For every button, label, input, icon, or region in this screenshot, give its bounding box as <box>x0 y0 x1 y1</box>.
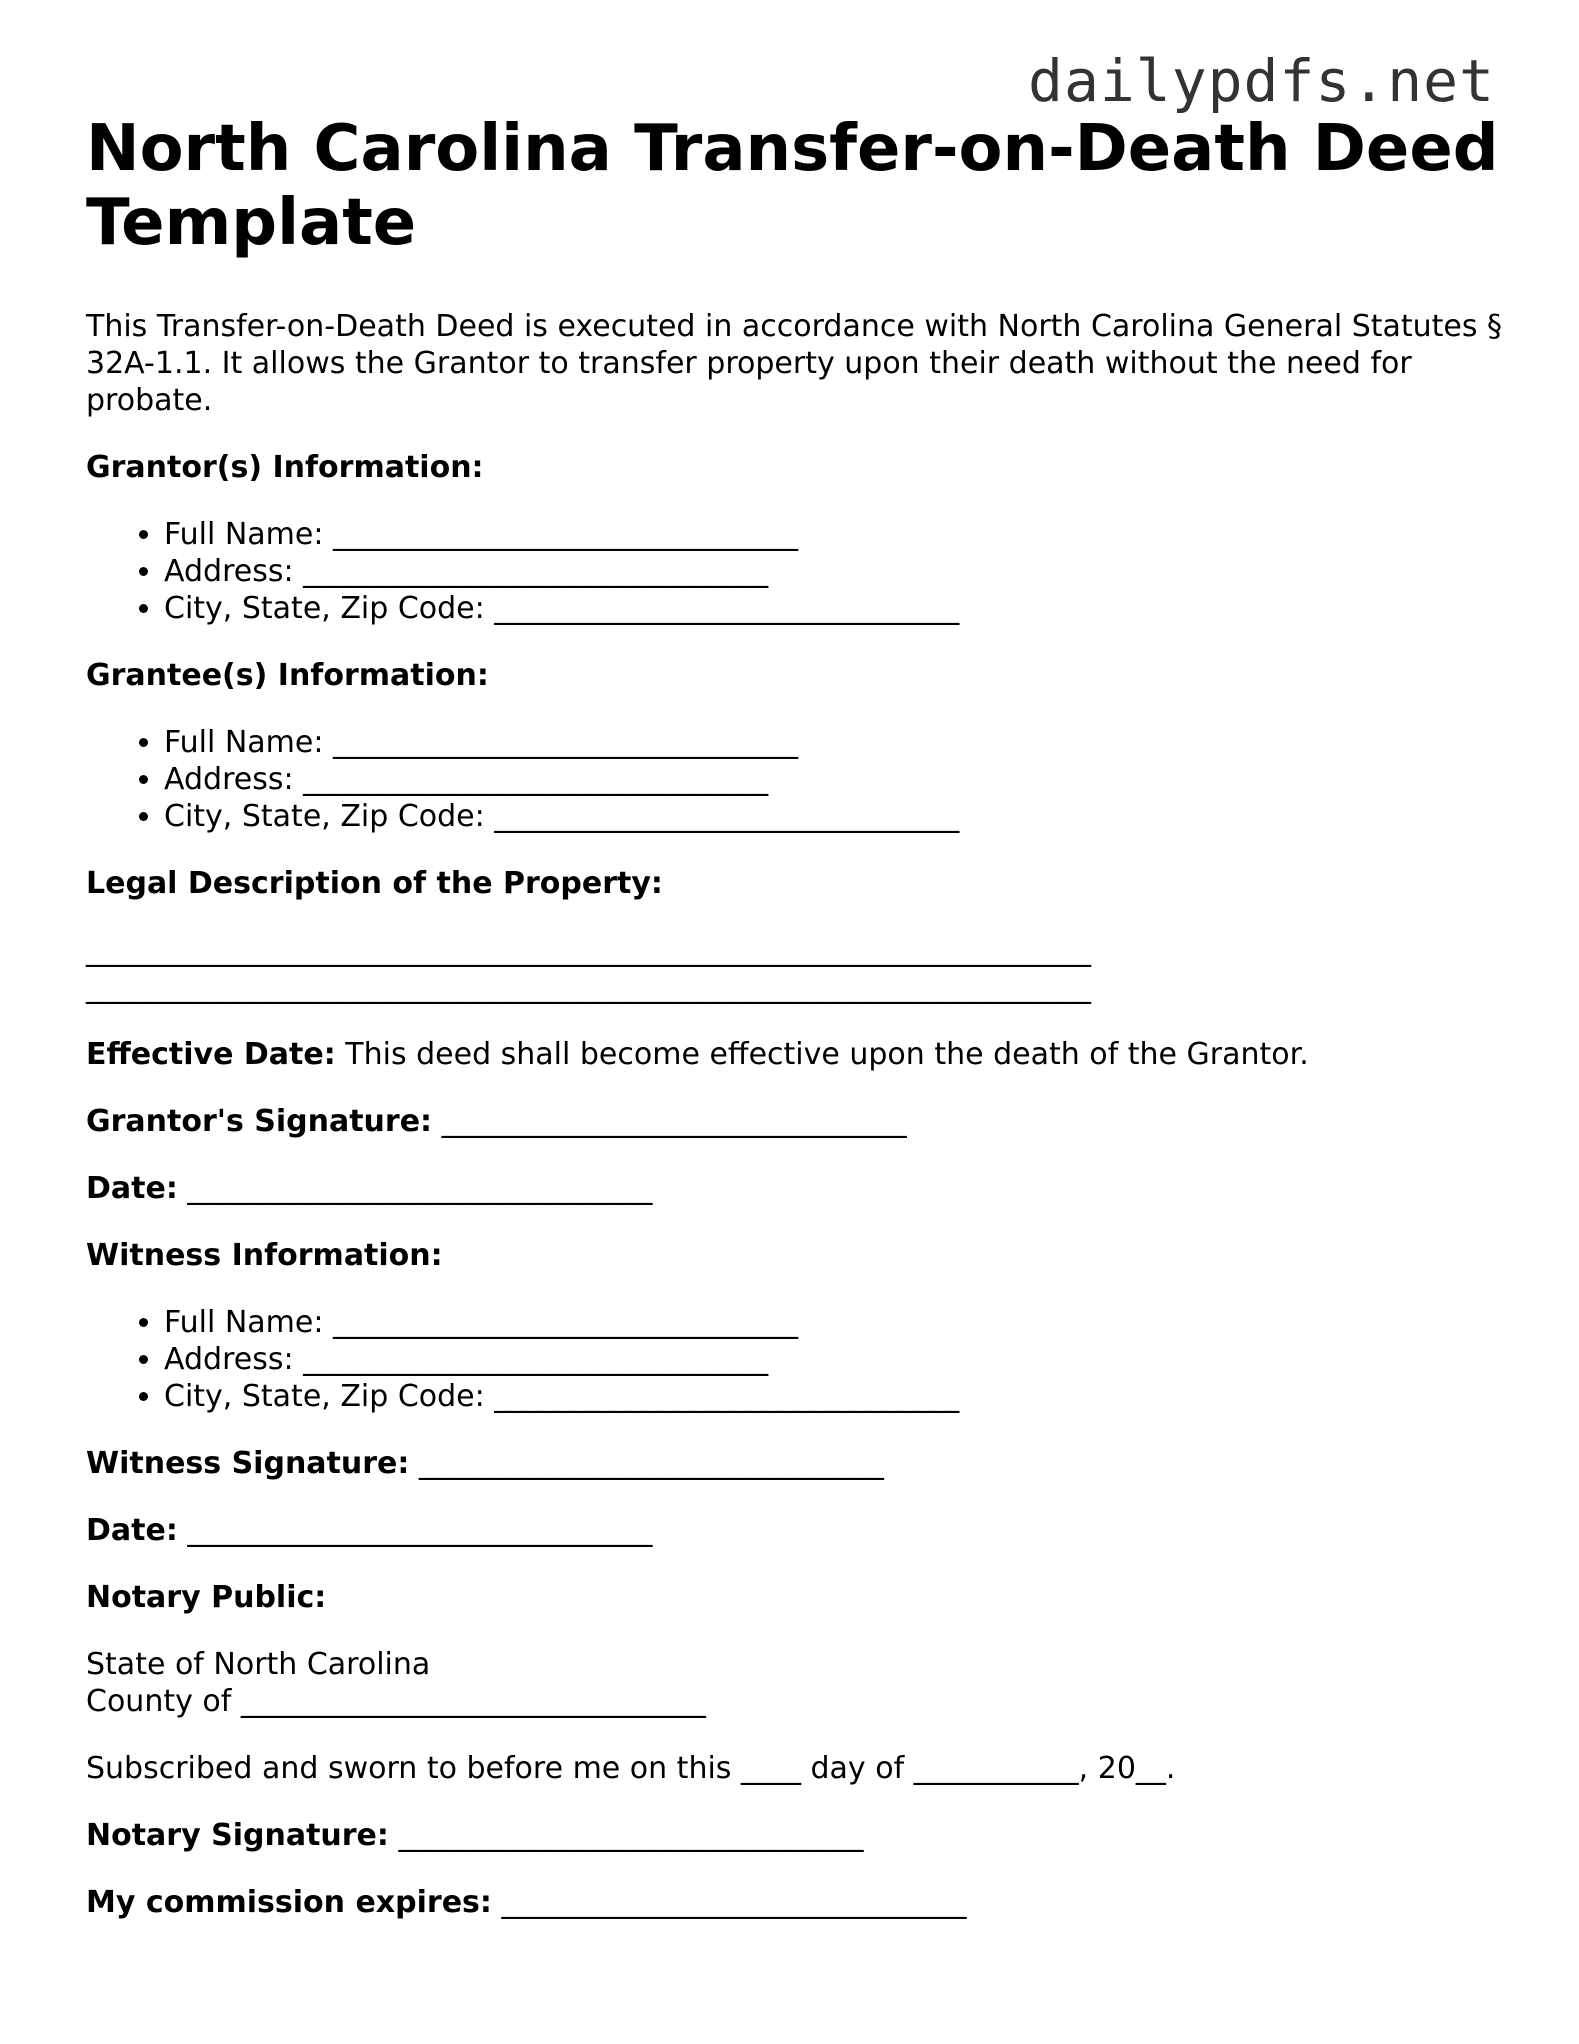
witness-date-line <box>86 1512 1506 1549</box>
grantee-address-field[interactable]: • Address: _______________________________ <box>164 761 1506 798</box>
legal-description-heading: Legal Description of the Property: <box>86 866 663 901</box>
witness-signature-line <box>86 1445 1506 1482</box>
witness-address-field[interactable]: • Address: _______________________________ <box>164 1341 1506 1378</box>
notary-signature-line <box>86 1817 1506 1854</box>
grantor-list <box>86 516 1506 627</box>
witness-list <box>86 1304 1506 1415</box>
grantor-signature-label: Grantor's Signature: <box>86 1104 433 1139</box>
effective-date-label: Effective Date: <box>86 1037 336 1072</box>
grantor-heading: Grantor(s) Information: <box>86 450 484 485</box>
effective-date-line <box>86 1036 1506 1073</box>
grantee-heading: Grantee(s) Information: <box>86 658 489 693</box>
notary-signature-label: Notary Signature: <box>86 1818 389 1853</box>
grantor-date-label: Date: <box>86 1171 178 1206</box>
commission-expires-line <box>86 1884 1506 1921</box>
witness-signature-blank[interactable]: _______________________________ <box>409 1446 884 1481</box>
effective-date-text: This deed shall become effective upon the death of the Grantor. <box>335 1037 1309 1072</box>
notary-venue <box>86 1646 1506 1720</box>
intro-paragraph: This Transfer-on-Death Deed is executed in accordance with North Carolina General Statutes § 32A-1.1. It allows the Grantor to transfer property upon their death without the need for probate. <box>86 309 1503 418</box>
grantor-full-name-field[interactable]: • Full Name: _______________________________ <box>164 516 1506 553</box>
witness-date-label: Date: <box>86 1513 178 1548</box>
grantor-date-line <box>86 1170 1506 1207</box>
witness-city-state-zip-field[interactable]: • City, State, Zip Code: _______________________________ <box>164 1378 1506 1415</box>
witness-date-blank[interactable]: _______________________________ <box>177 1513 653 1548</box>
document-page <box>86 112 1506 1951</box>
commission-expires-blank[interactable]: _______________________________ <box>491 1885 967 1920</box>
page-title: North Carolina Transfer-on-Death Deed Template <box>86 112 1499 260</box>
notary-heading: Notary Public: <box>86 1580 327 1615</box>
notary-sworn-line[interactable]: Subscribed and sworn to before me on this ____ day of ___________, 20__. <box>86 1751 1176 1786</box>
watermark: dailypdfs.net <box>1028 47 1495 115</box>
witness-full-name-field[interactable]: • Full Name: _______________________________ <box>164 1304 1506 1341</box>
grantor-signature-blank[interactable]: _______________________________ <box>432 1104 907 1139</box>
grantee-list <box>86 724 1506 835</box>
commission-expires-label: My commission expires: <box>86 1885 492 1920</box>
witness-signature-label: Witness Signature: <box>86 1446 410 1481</box>
witness-heading: Witness Information: <box>86 1238 443 1273</box>
grantor-date-blank[interactable]: _______________________________ <box>177 1171 653 1206</box>
grantor-address-field[interactable]: • Address: _______________________________ <box>164 553 1506 590</box>
legal-description-line-2[interactable]: ___________________________________________________________________ <box>86 970 1091 1005</box>
grantor-city-state-zip-field[interactable]: • City, State, Zip Code: _______________________________ <box>164 590 1506 627</box>
grantee-city-state-zip-field[interactable]: • City, State, Zip Code: _______________________________ <box>164 798 1506 835</box>
notary-state: State of North Carolina <box>86 1647 431 1682</box>
notary-signature-blank[interactable]: _______________________________ <box>388 1818 864 1853</box>
grantor-signature-line <box>86 1103 1506 1140</box>
legal-description-blanks <box>86 932 1506 1006</box>
grantee-full-name-field[interactable]: • Full Name: _______________________________ <box>164 724 1506 761</box>
notary-county-field[interactable]: County of _______________________________ <box>86 1684 706 1719</box>
legal-description-line-1[interactable]: ___________________________________________________________________ <box>86 933 1091 968</box>
